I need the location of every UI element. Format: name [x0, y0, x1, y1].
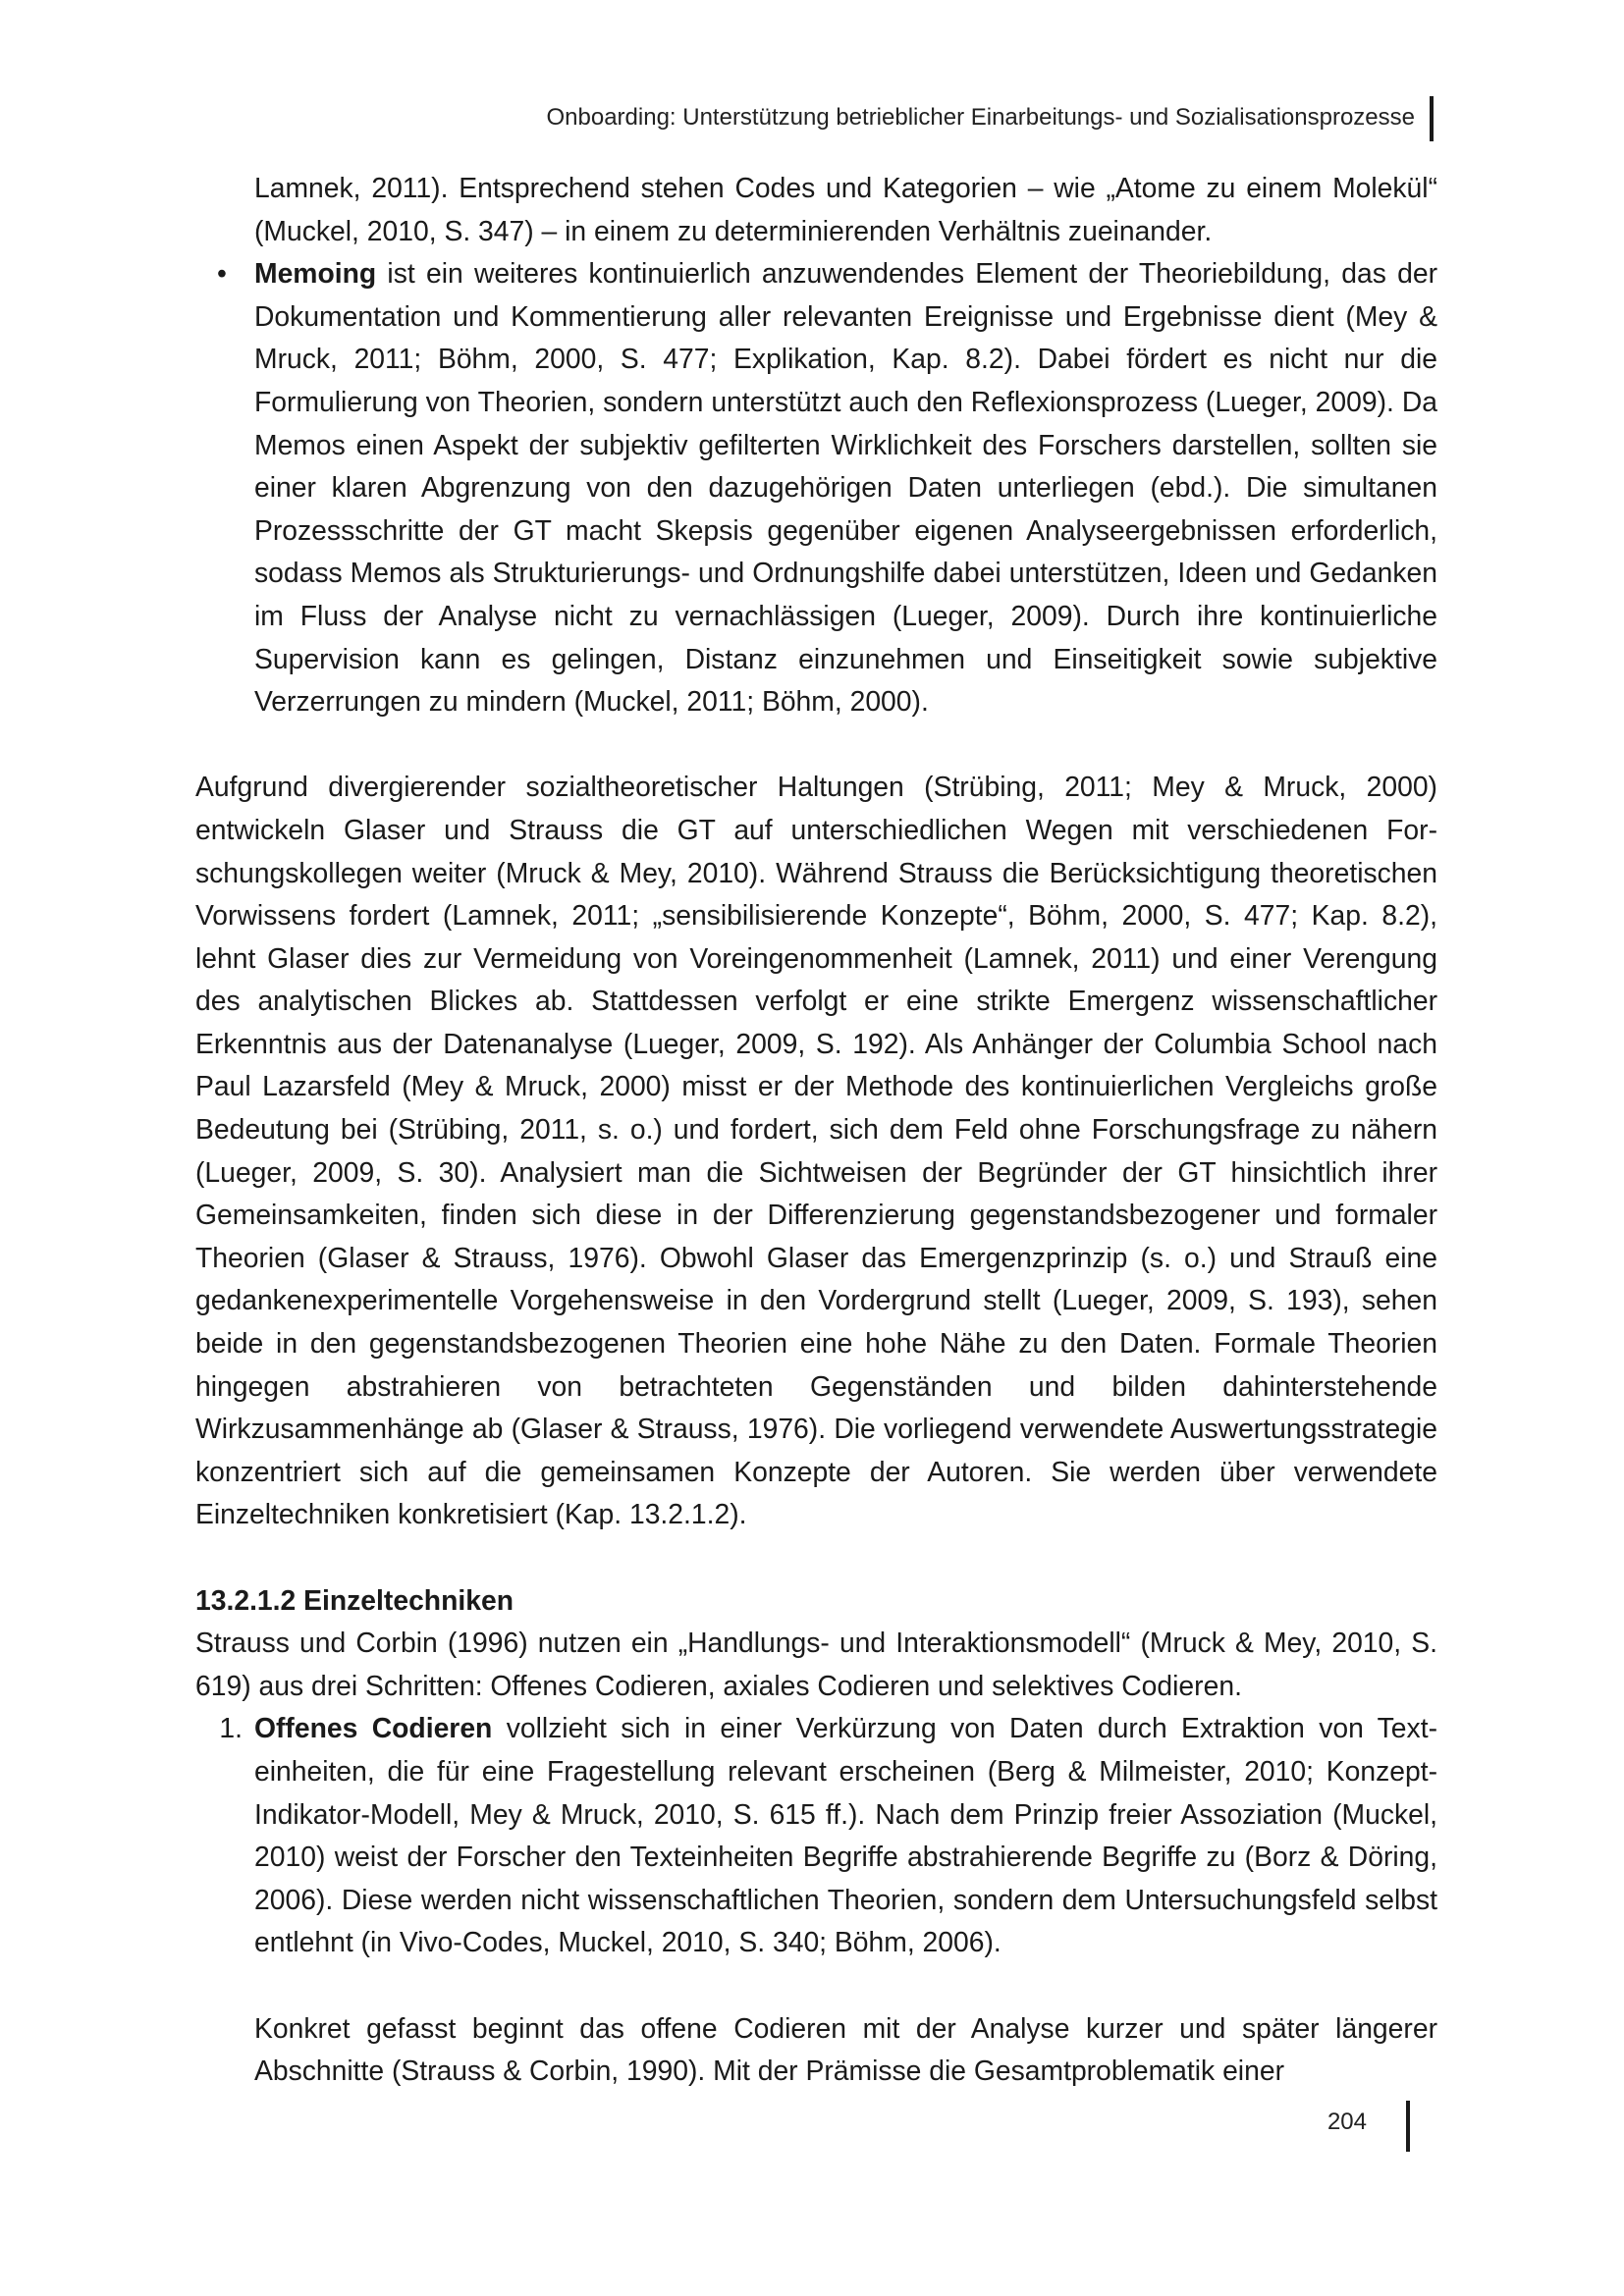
bullet-icon: •	[217, 257, 227, 290]
footer-rule	[1406, 2101, 1410, 2152]
numbered-item-offenes-codieren	[195, 1707, 1437, 1964]
item-number: 1.	[219, 1712, 243, 1744]
bullet-item-memoing	[195, 252, 1437, 723]
bullet-term: Memoing	[254, 257, 377, 290]
numbered-term: Offenes Codieren	[254, 1712, 493, 1744]
continuation-paragraph	[195, 167, 1437, 252]
paragraph-grounded-theory: Aufgrund divergierender sozialtheoretischer Haltungen (Strübing, 2011; Mey & Mruck, 2000) entwickeln Glaser und Strauss die GT auf unterschiedlichen Wegen mit verschiedenen Forschungskollegen weiter (Mruck & Mey, 2010). Während Strauss die Berücksichtigung theoretischen Vorwissens fordert (Lamnek, 2011; „sensibilisierende Konzepte“, Böhm, 2000, S. 477; Kap. 8.2), lehnt Glaser dies zur Vermeidung von Voreingenommenheit (Lamnek, 2011) und einer Verengung des analytischen Blickes ab. Stattdessen verfolgt er eine strikte Emergenz wissenschaftlicher Erkenntnis aus der Datenanalyse (Lueger, 2009, S. 192). Als Anhänger der Columbia School nach Paul Lazarsfeld (Mey & Mruck, 2000) misst er der Methode des kontinuierlichen Vergleichs große Bedeutung bei (Strübing, 2011, s. o.) und fordert, sich dem Feld ohne Forschungsfrage zu nähern (Lueger, 2009, S. 30). Analysiert man die Sichtweisen der Begründer der GT hinsichtlich ihrer Gemeinsamkeiten, finden sich diese in der Differenzierung gegenstandsbezogener und formaler Theorien (Glaser & Strauss, 1976). Obwohl Glaser das Emergenzprinzip (s. o.) und Strauß eine gedankenexperimentelle Vorgehensweise in den Vordergrund stellt (Lueger, 2009, S. 193), sehen beide in den gegenstandsbezogenen Theorien eine hohe Nähe zu den Daten. Formale Theorien hingegen abstrahieren von betrachteten Gegenständen und bilden dahinterstehende Wirkzusammenhänge ab (Glaser & Strauss, 1976). Die vorliegend verwendete Auswertungsstrategie konzentriert sich auf die gemeinsamen Konzepte der Autoren. Sie werden über verwendete Einzeltechniken konkretisiert (Kap. 13.2.1.2).	[195, 771, 1437, 1530]
running-header: Onboarding: Unterstützung betrieblicher Einarbeitungs- und Sozialisationsprozesse	[546, 104, 1415, 131]
numbered-text: vollzieht sich in einer Verkürzung von Daten durch Extraktion von Texteinheiten, die für eine Fragestellung relevant erscheinen (Berg & Milmeister, 2010; Konzept-Indikator-Modell, Mey & Mruck, 2010, S. 615 ff.). Nach dem Prinzip freier Assoziation (Muckel, 2010) weist der Forscher den Texteinheiten Begriffe abstrahierende Begriffe zu (Borz & Döring, 2006). Diese werden nicht wissenschaftlichen Theorien, sondern dem Untersuchungsfeld selbst entlehnt (in Vivo-Codes, Muckel, 2010, S. 340; Böhm, 2006).	[254, 1712, 1437, 1958]
page-number: 204	[1326, 2109, 1367, 2135]
bullet-text: ist ein weiteres kontinuierlich anzuwendendes Element der Theoriebildung, das der Dokumentation und Kommentierung aller relevanten Ereignisse und Ergebnisse dient (Mey & Mruck, 2011; Böhm, 2000, S. 477; Explikation, Kap. 8.2). Dabei fördert es nicht nur die Formulierung von Theorien, sondern unterstützt auch den Reflexionsprozess (Lueger, 2009). Da Memos einen Aspekt der subjektiv gefilterten Wirklichkeit des Forschers darstellen, sollten sie einer klaren Abgrenzung von den dazugehörigen Daten unterliegen (ebd.). Die simultanen Prozessschritte der GT macht Skepsis gegenüber eigenen Analyseergebnissen erforderlich, sodass Memos als Strukturierungs- und Ordnungshilfe dabei unterstützen, Ideen und Gedanken im Fluss der Analyse nicht zu vernachlässigen (Lueger, 2009). Durch ihre kontinuierliche Supervision kann es gelingen, Distanz einzunehmen und Einseitigkeit sowie subjektive Verzerrungen zu mindern (Muckel, 2011; Böhm, 2000).	[254, 257, 1437, 718]
item-continuation-text: Konkret gefasst beginnt das offene Codieren mit der Analyse kurzer und später längerer Abschnitte (Strauss & Corbin, 1990). Mit der Prämisse die Gesamtproblematik einer	[254, 2011, 1437, 2087]
header-rule	[1430, 96, 1434, 141]
section-heading: 13.2.1.2 Einzeltechniken	[195, 1583, 514, 1616]
paragraph-einzeltechniken: Strauss und Corbin (1996) nutzen ein „Handlungs- und Interaktionsmodell“ (Mruck & Mey, 2010, S. 619) aus drei Schritten: Offenes Codieren, axiales Codieren und selektives Codieren.	[195, 1627, 1437, 1701]
item-continuation-paragraph	[195, 2007, 1437, 2093]
bullet-list	[195, 252, 1437, 723]
body-text	[195, 167, 1437, 2093]
continuation-text: Lamnek, 2011). Entsprechend stehen Codes und Kategorien – wie „Atome zu einem Molekül“ (Muckel, 2010, S. 347) – in einem zu determinierenden Verhältnis zueinander.	[254, 172, 1437, 246]
